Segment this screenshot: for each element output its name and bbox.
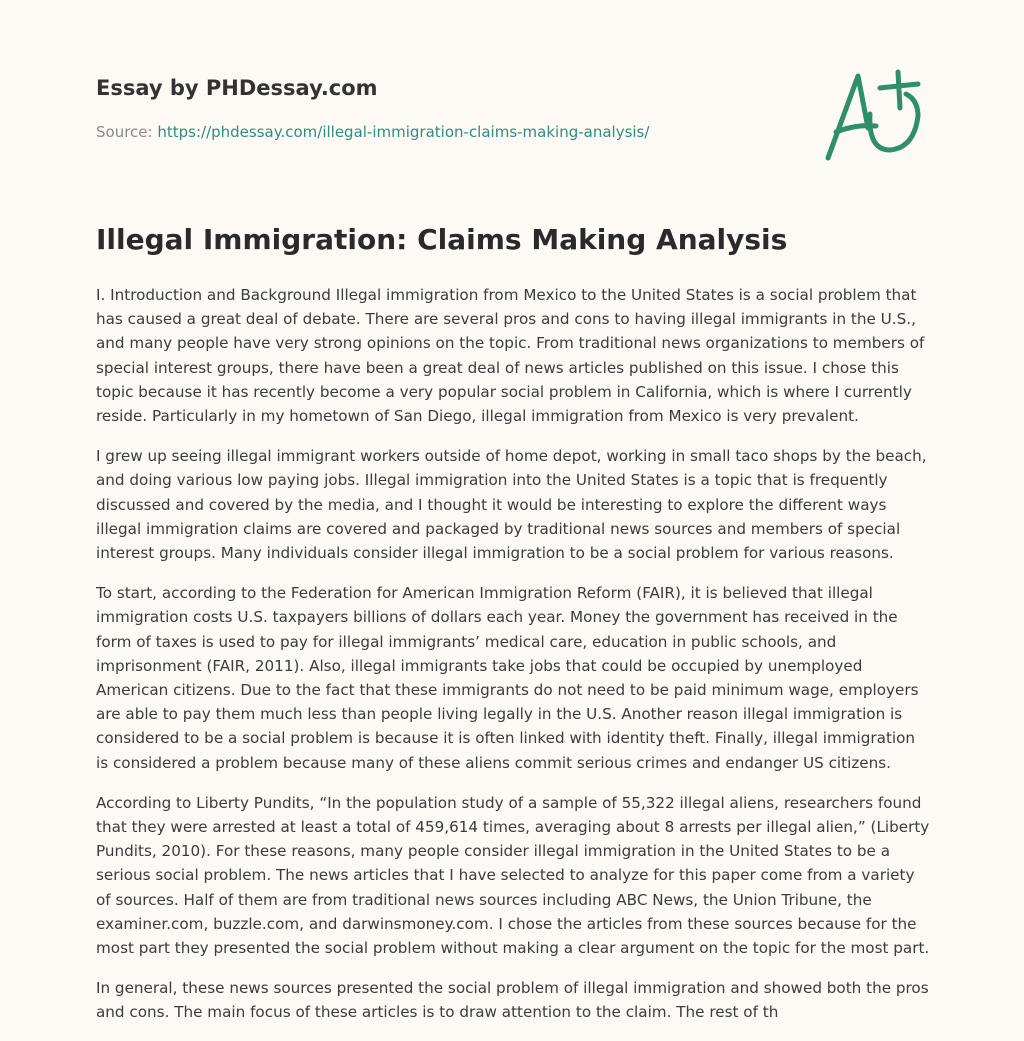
essay-paragraph: I. Introduction and Background Illegal immigration from Mexico to the United States is a social problem that has caused a great deal of debate. There are several pros and cons to having illegal immigrants in the U.S., and many people have very strong opinions on the topic. From traditional news organizations to members of special interest groups, there have been a great deal of news articles published on this issue. I chose this topic because it has recently become a very popular social problem in California, which is where I currently reside. Particularly in my hometown of San Diego, illegal immigration from Mexico is very prevalent. [96,286,925,426]
essay-body [96,283,932,1041]
source-link[interactable]: https://phdessay.com/illegal-immigration-claims-making-analysis/ [157,123,650,141]
essay-paragraph: According to Liberty Pundits, “In the population study of a sample of 55,322 illegal aliens, researchers found that they were arrested at least a total of 459,614 times, averaging about 8 arrests per illegal alien,” (Liberty Pundits, 2010). For these reasons, many people consider illegal immigration in the United States to be a serious social problem. The news articles that I have selected to analyze for this paper come from a variety of sources. Half of them are from traditional news sources including ABC News, the Union Tribune, the examiner.com, buzzle.com, and darwinsmoney.com. I chose the articles from these sources because for the most part they presented the social problem without making a clear argument on the topic for the most part. [96,793,930,958]
essay-paragraph: To start, according to the Federation for American Immigration Reform (FAIR), it is believed that illegal immigration costs U.S. taxpayers billions of dollars each year. Money the government has received in the form of taxes is used to pay for illegal immigrants’ medical care, education in public schools, and imprisonment (FAIR, 2011). Also, illegal immigrants take jobs that could be occupied by unemployed American citizens. Due to the fact that these immigrants do not need to be paid minimum wage, employers are able to pay them much less than people living legally in the U.S. Another reason illegal immigration is considered to be a social problem is because it is often linked with identity theft. Finally, illegal immigration is considered a problem because many of these aliens commit serious crimes and endanger US citizens. [96,584,919,772]
source-label: Source: [96,123,153,141]
essay-paragraph: In general, these news sources presented the social problem of illegal immigration and showed both the pros and cons. The main focus of these articles is to draw attention to the claim. The rest of th [96,979,929,1022]
essay-paragraph: I grew up seeing illegal immigrant workers outside of home depot, working in small taco shops by the beach, and doing various low paying jobs. Illegal immigration into the United States is a topic that is frequently discussed and covered by the media, and I thought it would be interesting to explore the different ways illegal immigration claims are covered and packaged by traditional news sources and members of special interest groups. Many individuals consider illegal immigration to be a social problem for various reasons. [96,447,927,563]
source-line [96,123,649,141]
site-brand: Essay by PHDessay.com [96,76,378,100]
a-plus-grade-logo-icon [814,66,924,166]
essay-title: Illegal Immigration: Claims Making Analysis [96,223,788,256]
